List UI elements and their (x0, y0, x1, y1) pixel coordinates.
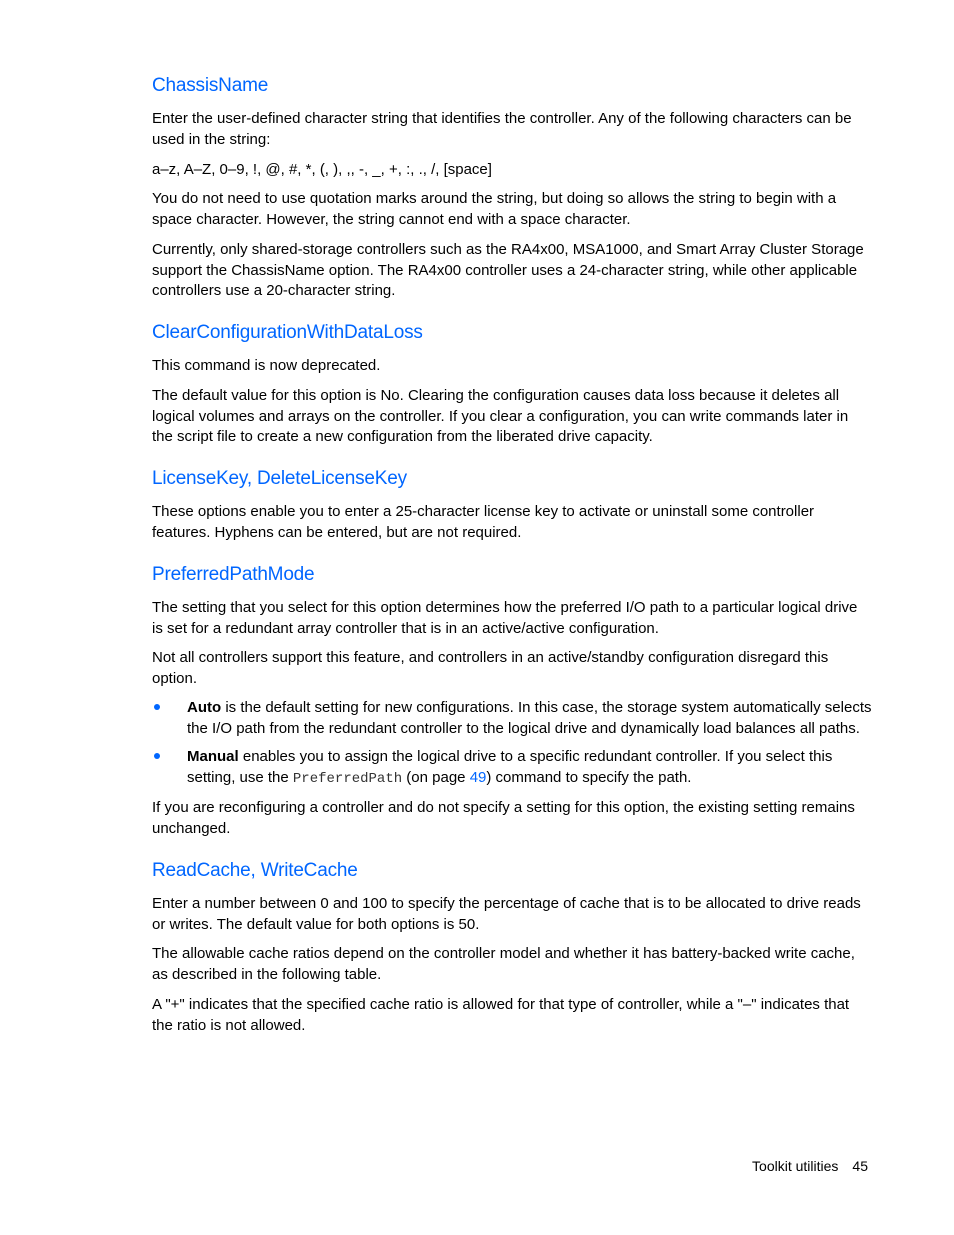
paragraph: Not all controllers support this feature, and controllers in an active/standby configuration disregard this option. (152, 649, 829, 687)
paragraph: The allowable cache ratios depend on the controller model and whether it has battery-backed write cache, as described in the following table. (152, 945, 855, 983)
page-49-link[interactable]: 49 (469, 768, 487, 786)
list-item-description: enables you to assign the logical drive to a specific redundant controller. If you select this setting, use the (187, 748, 833, 786)
paragraph-charset: a–z, A–Z, 0–9, !, @, #, *, (, ), ,, -, _, +, :, ., /, [space] (152, 161, 492, 178)
paragraph: Currently, only shared-storage controllers such as the RA4x00, MSA1000, and Smart Array Cluster Storage support the ChassisName option. The RA4x00 controller uses a 24-character string, while other applicable controllers use a 20-character string. (152, 241, 864, 299)
term-manual: Manual (187, 748, 239, 765)
paragraph: The setting that you select for this option determines how the preferred I/O path to a particular logical drive is set for a redundant array controller that is in an active/active configuration. (152, 599, 858, 637)
paragraph: You do not need to use quotation marks around the string, but doing so allows the string to begin with a space character. However, the string cannot end with a space character. (152, 190, 837, 228)
page-number: 45 (852, 1158, 868, 1174)
paragraph: A "+" indicates that the specified cache ratio is allowed for that type of controller, while a "–" indicates that the ratio is not allowed. (152, 996, 850, 1034)
bullet-icon (154, 704, 160, 710)
paragraph: The default value for this option is No. Clearing the configuration causes data loss because it deletes all logical volumes and arrays on the controller. If you clear a configuration, you can write commands later in the script file to create a new configuration from the liberated drive capacity. (152, 387, 849, 445)
list-item-description: is the default setting for new configurations. In this case, the storage system automatically selects the I/O path from the redundant controller to the logical drive and dynamically load balances all paths. (187, 699, 872, 737)
bullet-icon (154, 753, 160, 759)
heading-clearconfiguration: ClearConfigurationWithDataLoss (152, 322, 423, 343)
list-item-text (187, 747, 872, 789)
paragraph: If you are reconfiguring a controller and do not specify a setting for this option, the existing setting remains unchanged. (152, 799, 855, 837)
paragraph: These options enable you to enter a 25-character license key to activate or uninstall some controller features. Hyphens can be entered, but are not required. (152, 503, 815, 541)
code-preferredpath: PreferredPath (292, 770, 403, 787)
list-item-description-cont: (on page (402, 768, 470, 786)
term-auto: Auto (187, 699, 222, 716)
heading-readcache-writecache: ReadCache, WriteCache (152, 860, 358, 881)
heading-chassisname: ChassisName (152, 75, 269, 96)
page-footer (752, 1158, 868, 1174)
footer-section-title: Toolkit utilities (752, 1158, 839, 1174)
heading-preferredpathmode: PreferredPathMode (152, 564, 315, 585)
list-item-text (187, 698, 872, 739)
paragraph: This command is now deprecated. (152, 357, 381, 374)
list-item-description-end: ) command to specify the path. (486, 768, 692, 786)
paragraph: Enter the user-defined character string that identifies the controller. Any of the following characters can be used in the string: (152, 110, 852, 148)
paragraph: Enter a number between 0 and 100 to specify the percentage of cache that is to be allocated to drive reads or writes. The default value for both options is 50. (152, 895, 861, 933)
heading-licensekey: LicenseKey, DeleteLicenseKey (152, 468, 407, 489)
